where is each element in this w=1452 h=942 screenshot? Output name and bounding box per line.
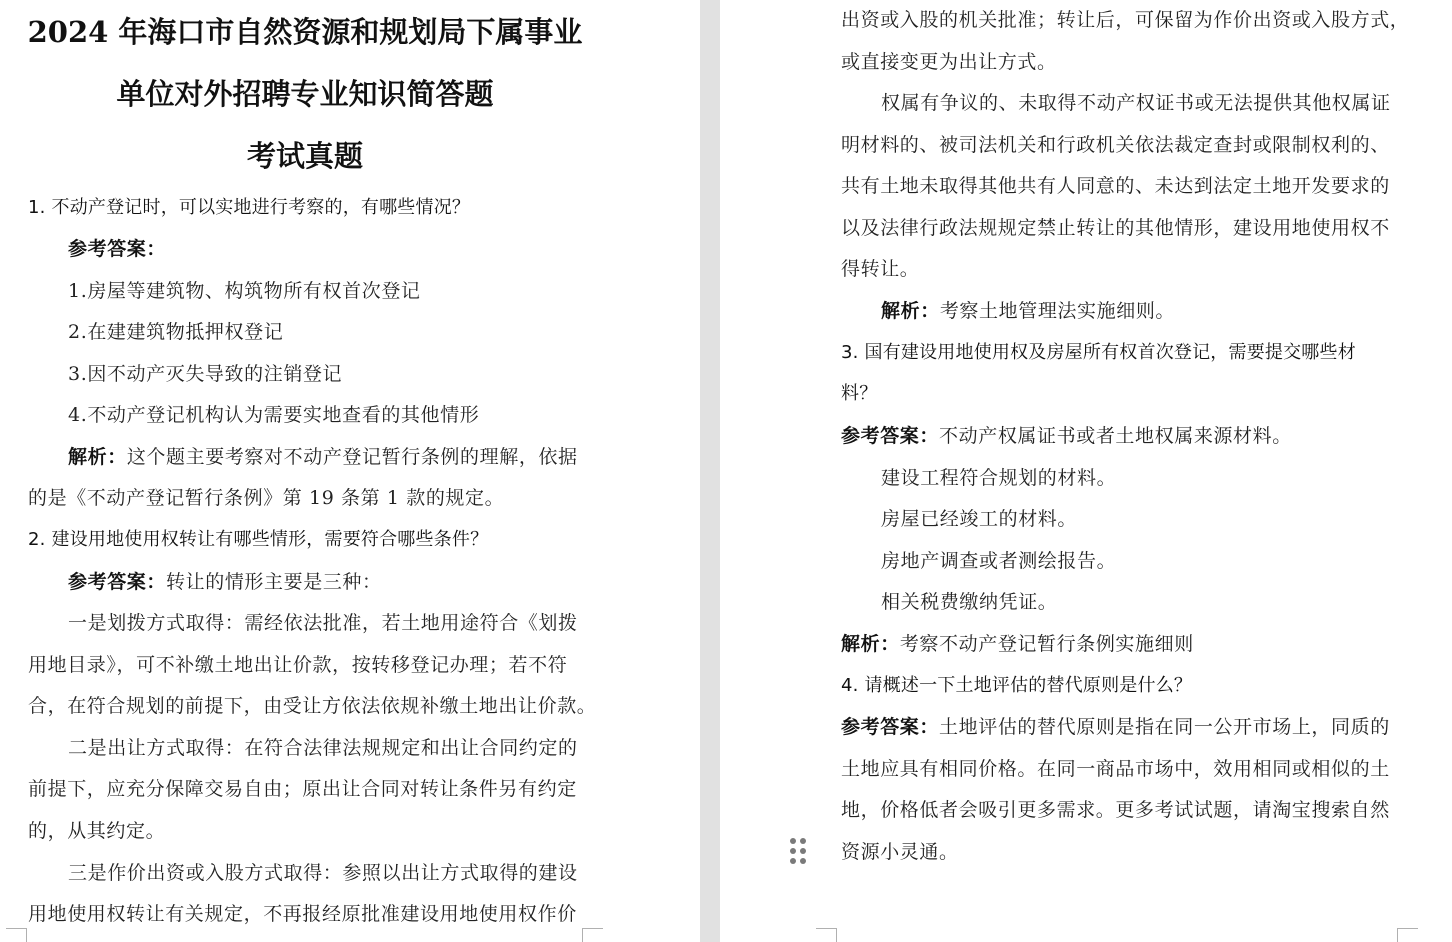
q2-answer-label: 参考答案： [68,571,167,593]
q2-para1-line-1: 一是划拨方式取得：需经依法批准，若土地用途符合《划拨 [68,612,578,634]
drag-handle-icon[interactable] [790,838,806,864]
q4-answer-line-4: 资源小灵通。 [841,841,959,863]
q2-para3-line-1: 三是作价出资或入股方式取得：参照以出让方式取得的建设 [68,862,578,884]
q3-answer [841,423,1292,449]
q2-conditions-line-5: 得转让。 [841,258,920,280]
page-corner-mark [6,928,27,942]
question-3-line-2: 料？ [841,383,878,404]
q2-para2-line-2: 前提下，应充分保障交易自由；原出让合同对转让条件另有约定 [28,778,577,800]
document-title-line-2: 单位对外招聘专业知识简答题 [116,77,494,111]
q2-conditions-line-2: 明材料的、被司法机关和行政机关依法裁定查封或限制权利的、 [841,134,1390,156]
q2-answer-text: 转让的情形主要是三种： [166,571,382,593]
q1-answer-item: 2.在建建筑物抵押权登记 [68,321,284,343]
q2-conditions-line-1: 权属有争议的、未取得不动产权证书或无法提供其他权属证 [881,92,1391,114]
document-title-line-3: 考试真题 [246,139,363,173]
page-corner-mark [1397,928,1418,942]
q2-para3-line-3: 出资或入股的机关批准；转让后，可保留为作价出资或入股方式， [841,9,1410,31]
q1-analysis-text: 这个题主要考察对不动产登记暂行条例的理解，依据 [126,446,578,468]
q2-analysis-label: 解析： [881,300,940,322]
q2-para2-line-1: 二是出让方式取得：在符合法律法规规定和出让合同约定的 [68,737,578,759]
page-corner-mark [816,928,837,942]
q2-para1-line-2: 用地目录》，可不补缴土地出让价款，按转移登记办理；若不符 [28,654,568,676]
question-1: 1. 不动产登记时，可以实地进行考察的，有哪些情况？ [28,197,471,218]
q1-answer-label: 参考答案： [68,238,167,260]
q1-analysis [68,444,578,470]
q3-answer-item: 房屋已经竣工的材料。 [881,508,1078,530]
question-2: 2. 建设用地使用权转让有哪些情形，需要符合哪些条件？ [28,529,489,550]
page-corner-mark [582,928,603,942]
q1-answer-item: 3.因不动产灭失导致的注销登记 [68,363,343,385]
q2-conditions-line-3: 共有土地未取得其他共有人同意的、未达到法定土地开发要求的 [841,175,1390,197]
page-gutter [700,0,720,942]
q1-analysis-line-2: 的是《不动产登记暂行条例》第 19 条第 1 款的规定。 [28,487,505,509]
q4-answer [841,714,1390,740]
q3-analysis-text: 考察不动产登记暂行条例实施细则 [899,633,1194,655]
q1-analysis-label: 解析： [68,446,127,468]
q4-answer-line-2: 土地应具有相同价格。在同一商品市场中，效用相同或相似的土 [841,758,1390,780]
q2-analysis-text: 考察土地管理法实施细则。 [939,300,1176,322]
q2-para1-line-3: 合，在符合规划的前提下，由受让方依法依规补缴土地出让价款。 [28,695,597,717]
q4-answer-label: 参考答案： [841,716,940,738]
q1-answer-item: 4.不动产登记机构认为需要实地查看的其他情形 [68,404,480,426]
q3-analysis [841,631,1194,657]
q2-para3-line-2: 用地使用权转让有关规定，不再报经原批准建设用地使用权作价 [28,903,577,925]
q3-answer-item: 房地产调查或者测绘报告。 [881,550,1117,572]
document-page-left [0,0,700,942]
q2-analysis [881,298,1175,324]
q2-para2-line-3: 的，从其约定。 [28,820,166,842]
q3-answer-label: 参考答案： [841,425,940,447]
q1-answer-item: 1.房屋等建筑物、构筑物所有权首次登记 [68,280,421,302]
question-4: 4. 请概述一下土地评估的替代原则是什么？ [841,675,1193,696]
q3-answer-item: 建设工程符合规划的材料。 [881,467,1117,489]
q4-answer-line-3: 地，价格低者会吸引更多需求。更多考试试题，请淘宝搜索自然 [841,799,1390,821]
document-title-line-1: 2024 年海口市自然资源和规划局下属事业 [27,15,583,49]
document-page-right [720,0,1452,942]
q3-analysis-label: 解析： [841,633,900,655]
q3-answer-text: 不动产权属证书或者土地权属来源材料。 [939,425,1292,447]
q2-para3-line-4: 或直接变更为出让方式。 [841,51,1057,73]
question-3-line-1: 3. 国有建设用地使用权及房屋所有权首次登记，需要提交哪些材 [841,342,1356,363]
q2-answer [68,569,382,595]
q2-conditions-line-4: 以及法律行政法规规定禁止转让的其他情形，建设用地使用权不 [841,217,1390,239]
q4-answer-text: 土地评估的替代原则是指在同一公开市场上，同质的 [939,716,1390,738]
q3-answer-item: 相关税费缴纳凭证。 [881,591,1058,613]
